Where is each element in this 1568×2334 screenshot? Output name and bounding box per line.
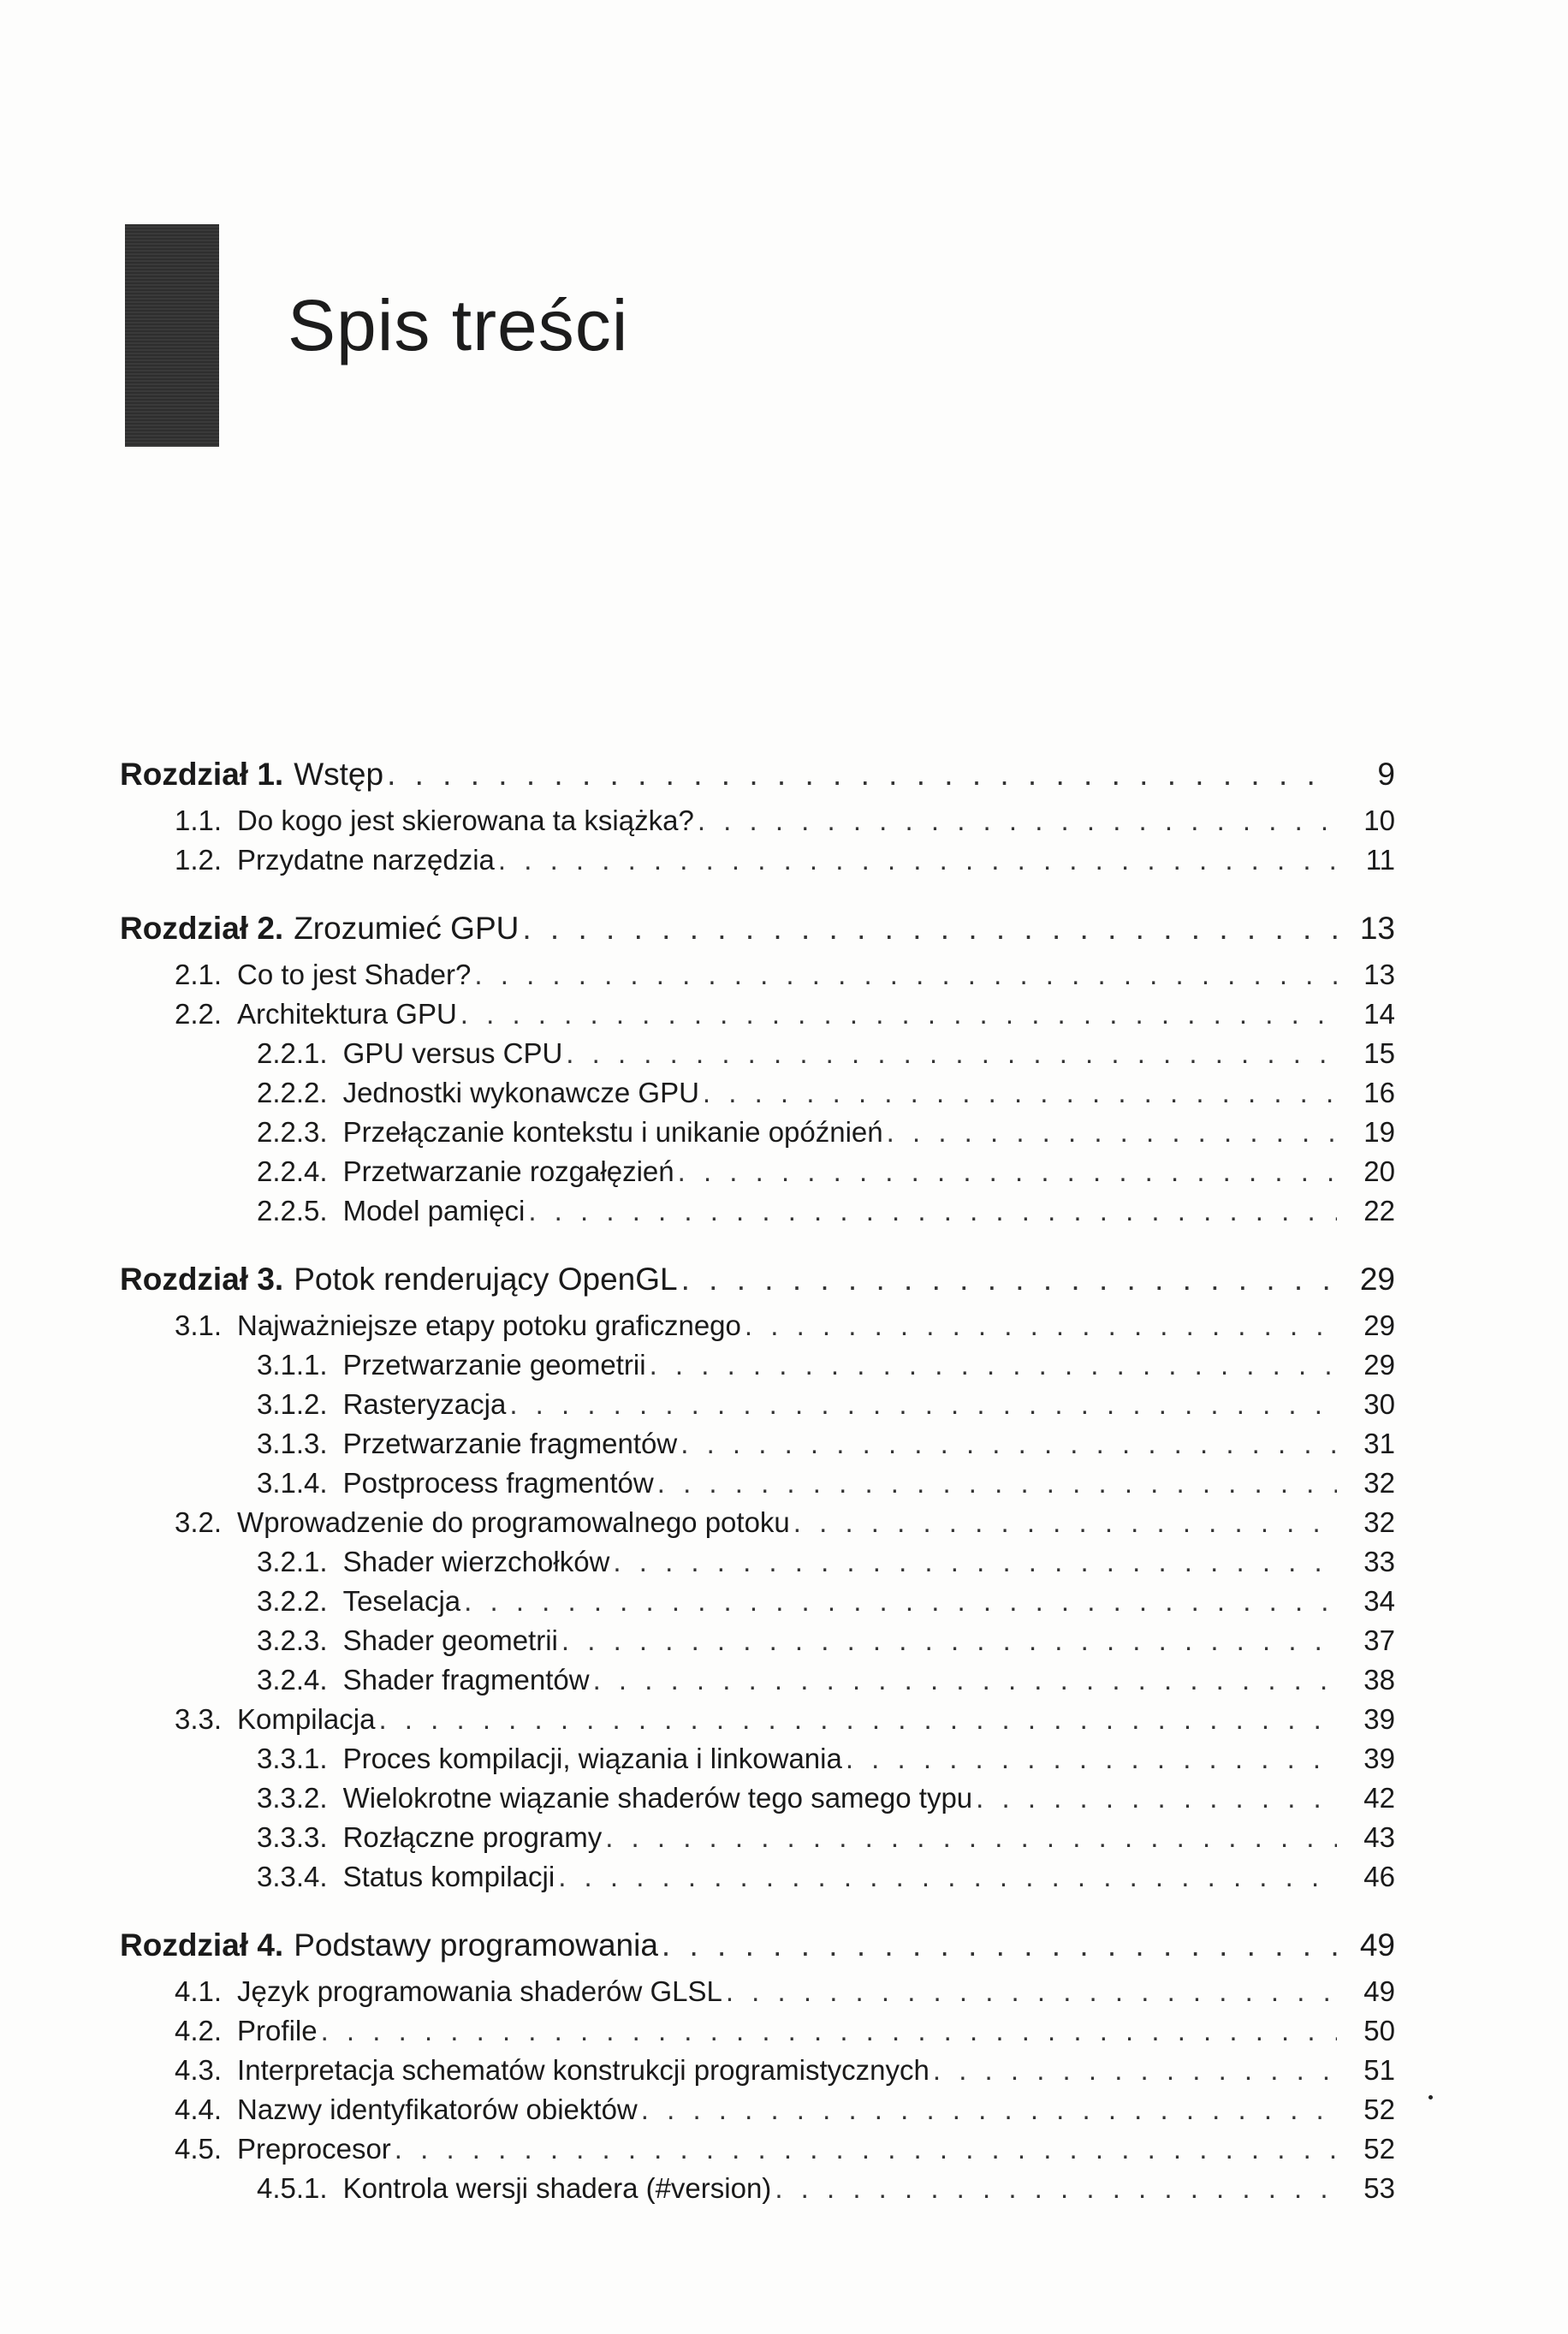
dot-leader [528,1197,1337,1225]
section-number: 3.1. [175,1310,223,1341]
toc-chapter-entry[interactable] [120,1263,1395,1295]
page-number: 50 [1363,2015,1395,2046]
entry-title: Shader wierzchołków [342,1546,610,1577]
entry-title: Status kompilacji [342,1861,555,1892]
page-number: 33 [1363,1546,1395,1577]
page-number: 30 [1363,1388,1395,1420]
dot-leader [976,1784,1337,1812]
page-number: 11 [1365,844,1395,876]
dot-leader [846,1744,1337,1773]
page-number: 9 [1377,757,1395,792]
toc-entry-label [257,1390,506,1418]
toc-entry-label [175,2016,318,2045]
section-number: 4.3. [175,2054,223,2086]
dot-leader [793,1508,1337,1536]
entry-title: Co to jest Shader? [237,959,472,990]
toc-section-entry[interactable] [175,1705,1395,1733]
page-number: 49 [1363,1975,1395,2007]
dot-leader [613,1547,1337,1576]
page-number: 15 [1363,1037,1395,1069]
entry-title: Shader geometrii [342,1624,558,1656]
chapter-number: Rozdział 4. [120,1927,284,1963]
toc-section-entry[interactable] [175,806,1395,834]
toc-chapter-entry[interactable] [120,758,1395,790]
dot-leader [933,2056,1337,2084]
section-number: 1.2. [175,844,223,876]
toc-entry-label [175,1508,790,1536]
entry-title: Przydatne narzędzia [237,844,495,876]
section-number: 3.1.3. [257,1428,328,1459]
dot-leader [698,806,1337,834]
entry-title: Przetwarzanie fragmentów [342,1428,678,1459]
page-number: 53 [1363,2172,1395,2204]
page-number: 52 [1363,2133,1395,2165]
section-number: 3.1.2. [257,1388,328,1420]
dot-leader [474,960,1337,989]
section-number: 3.2. [175,1506,223,1538]
toc-entry-label [120,912,519,944]
toc-section-entry[interactable] [257,1390,1395,1418]
section-number: 3.3.4. [257,1861,328,1892]
dot-leader [887,1118,1337,1146]
toc-entry-label [257,1626,558,1654]
entry-title: Podstawy programowania [294,1927,658,1963]
dot-leader [678,1157,1337,1185]
toc-entry-label [257,1823,602,1851]
toc-entry-label [257,1744,842,1773]
entry-title: Rozłączne programy [342,1821,603,1853]
entry-title: Kontrola wersji shadera (#version) [342,2172,772,2204]
toc-entry-label [175,806,694,834]
chapter-marker-bar [125,224,219,447]
chapter-number: Rozdział 3. [120,1262,284,1297]
page-number: 31 [1363,1428,1395,1459]
entry-title: Przetwarzanie geometrii [342,1349,646,1381]
toc-entry-label [257,1469,654,1497]
toc-entry-label [257,1587,460,1615]
section-number: 3.1.4. [257,1467,328,1499]
toc-entry-label [257,1784,972,1812]
section-number: 3.3. [175,1703,223,1735]
section-number: 4.4. [175,2093,223,2125]
page-number: 19 [1363,1116,1395,1148]
toc-section-entry[interactable] [257,1078,1395,1107]
page-number: 32 [1363,1506,1395,1538]
toc-section-entry[interactable] [257,2174,1395,2202]
toc-section-entry[interactable] [257,1587,1395,1615]
section-number: 2.2.3. [257,1116,328,1148]
toc-section-entry[interactable] [175,2095,1395,2123]
page-number: 10 [1363,805,1395,836]
section-number: 3.1.1. [257,1349,328,1381]
toc-section-entry[interactable] [257,1118,1395,1146]
toc-section-entry[interactable] [175,2135,1395,2163]
toc-entry-label [175,960,471,989]
toc-entry-label [257,1197,525,1225]
toc-section-entry[interactable] [175,1977,1395,2005]
toc-section-entry[interactable] [257,1429,1395,1458]
toc-section-entry[interactable] [257,1784,1395,1812]
toc-section-entry[interactable] [175,960,1395,989]
entry-title: Model pamięci [342,1195,526,1226]
chapter-number: Rozdział 1. [120,757,284,792]
toc-entry-label [175,2056,930,2084]
page-number: 51 [1363,2054,1395,2086]
toc-entry-label [257,1118,883,1146]
section-number: 2.2.5. [257,1195,328,1226]
entry-title: Najważniejsze etapy potoku graficznego [237,1310,741,1341]
page-number: 29 [1359,1262,1395,1297]
toc-section-entry[interactable] [257,1547,1395,1576]
dot-leader [460,1000,1337,1028]
toc-entry-label [175,1705,375,1733]
toc-entry-label [175,2095,638,2123]
toc-entry-label [257,1862,555,1891]
dot-leader [498,846,1337,874]
toc-section-entry[interactable] [257,1823,1395,1851]
toc-entry-label [257,1429,677,1458]
entry-title: Rasteryzacja [342,1388,507,1420]
toc-entry-label [175,1000,457,1028]
dot-leader [641,2095,1337,2123]
toc-entry-label [257,2174,771,2202]
section-number: 4.1. [175,1975,223,2007]
entry-title: Teselacja [342,1585,461,1617]
section-number: 4.5.1. [257,2172,328,2204]
section-number: 3.2.3. [257,1624,328,1656]
entry-title: Shader fragmentów [342,1664,590,1696]
section-number: 3.3.3. [257,1821,328,1853]
toc-section-entry[interactable] [257,1469,1395,1497]
toc-entry-label [175,1977,722,2005]
section-number: 3.2.1. [257,1546,328,1577]
entry-title: Do kogo jest skierowana ta książka? [237,805,694,836]
toc-chapter-entry[interactable] [120,912,1395,944]
entry-title: Jednostki wykonawcze GPU [342,1077,699,1108]
section-number: 3.3.2. [257,1782,328,1814]
toc-entry-label [120,758,383,790]
toc-section-entry[interactable] [175,1311,1395,1339]
toc-entry-label [120,1929,658,1961]
page-number: 34 [1363,1585,1395,1617]
entry-title: Architektura GPU [237,998,457,1030]
page-number: 37 [1363,1624,1395,1656]
page-number: 39 [1363,1743,1395,1774]
page-number: 38 [1363,1664,1395,1696]
entry-title: Wstęp [294,757,384,792]
page-number: 43 [1363,1821,1395,1853]
dot-leader [464,1587,1337,1615]
dot-leader [680,1429,1337,1458]
toc-entry-label [257,1039,562,1067]
toc-section-entry[interactable] [257,1197,1395,1225]
dot-leader [509,1390,1337,1418]
page-number: 13 [1363,959,1395,990]
page-number: 29 [1363,1349,1395,1381]
entry-title: Profile [237,2015,318,2046]
dot-leader [395,2135,1337,2163]
section-number: 2.2.1. [257,1037,328,1069]
page-number: 39 [1363,1703,1395,1735]
page-number: 13 [1359,911,1395,946]
entry-title: Preprocesor [237,2133,391,2165]
page-number: 20 [1363,1155,1395,1187]
section-number: 3.2.2. [257,1585,328,1617]
toc-section-entry[interactable] [257,1157,1395,1185]
toc-section-entry[interactable] [175,1508,1395,1536]
dot-leader [387,758,1337,790]
toc-section-entry[interactable] [175,1000,1395,1028]
dot-leader [561,1626,1337,1654]
section-number: 4.2. [175,2015,223,2046]
page-number: 49 [1359,1927,1395,1963]
dot-leader [657,1469,1337,1497]
entry-title: Potok renderujący OpenGL [294,1262,678,1297]
entry-title: Wielokrotne wiązanie shaderów tego samego typu [342,1782,973,1814]
page-number: 32 [1363,1467,1395,1499]
chapter-number: Rozdział 2. [120,911,284,946]
entry-title: Zrozumieć GPU [294,911,520,946]
dot-leader [662,1929,1337,1961]
toc-chapter-entry[interactable] [120,1929,1395,1961]
entry-title: Proces kompilacji, wiązania i linkowania [342,1743,842,1774]
dot-leader [726,1977,1337,2005]
page-number: 14 [1363,998,1395,1030]
dot-leader [378,1705,1337,1733]
section-number: 2.2.4. [257,1155,328,1187]
scan-speck [1428,2095,1433,2099]
toc-section-entry[interactable] [257,1862,1395,1891]
toc-entry-label [120,1263,678,1295]
entry-title: Przełączanie kontekstu i unikanie opóźnień [342,1116,883,1148]
section-number: 2.2.2. [257,1077,328,1108]
dot-leader [522,912,1337,944]
entry-title: Kompilacja [237,1703,376,1735]
toc-section-entry[interactable] [257,1039,1395,1067]
entry-title: Postprocess fragmentów [342,1467,654,1499]
toc-section-entry[interactable] [175,2056,1395,2084]
page-number: 42 [1363,1782,1395,1814]
dot-leader [650,1351,1337,1379]
page-number: 16 [1363,1077,1395,1108]
section-number: 2.2. [175,998,223,1030]
dot-leader [703,1078,1337,1107]
toc-section-entry[interactable] [257,1744,1395,1773]
dot-leader [681,1263,1337,1295]
toc-section-entry[interactable] [175,2016,1395,2045]
toc-section-entry[interactable] [257,1626,1395,1654]
dot-leader [321,2016,1337,2045]
dot-leader [605,1823,1337,1851]
dot-leader [566,1039,1337,1067]
page-number: 22 [1363,1195,1395,1226]
section-number: 3.2.4. [257,1664,328,1696]
toc-entry-label [257,1078,699,1107]
toc-entry-label [257,1547,609,1576]
page-title: Spis treści [288,285,629,365]
toc-section-entry[interactable] [257,1666,1395,1694]
entry-title: Nazwy identyfikatorów obiektów [237,2093,638,2125]
toc-entry-label [257,1666,590,1694]
toc-entry-label [257,1351,646,1379]
dot-leader [558,1862,1337,1891]
entry-title: Język programowania shaderów GLSL [237,1975,722,2007]
section-number: 2.1. [175,959,223,990]
toc-section-entry[interactable] [175,846,1395,874]
toc-entry-label [175,2135,391,2163]
toc-entry-label [175,1311,741,1339]
page-number: 29 [1363,1310,1395,1341]
dot-leader [593,1666,1337,1694]
page-number: 46 [1363,1861,1395,1892]
entry-title: Wprowadzenie do programowalnego potoku [237,1506,790,1538]
entry-title: GPU versus CPU [342,1037,563,1069]
page-number: 52 [1363,2093,1395,2125]
entry-title: Interpretacja schematów konstrukcji programistycznych [237,2054,930,2086]
entry-title: Przetwarzanie rozgałęzień [342,1155,674,1187]
toc-section-entry[interactable] [257,1351,1395,1379]
section-number: 1.1. [175,805,223,836]
section-number: 4.5. [175,2133,223,2165]
toc-entry-label [257,1157,674,1185]
section-number: 3.3.1. [257,1743,328,1774]
toc-entry-label [175,846,495,874]
dot-leader [775,2174,1337,2202]
dot-leader [745,1311,1337,1339]
